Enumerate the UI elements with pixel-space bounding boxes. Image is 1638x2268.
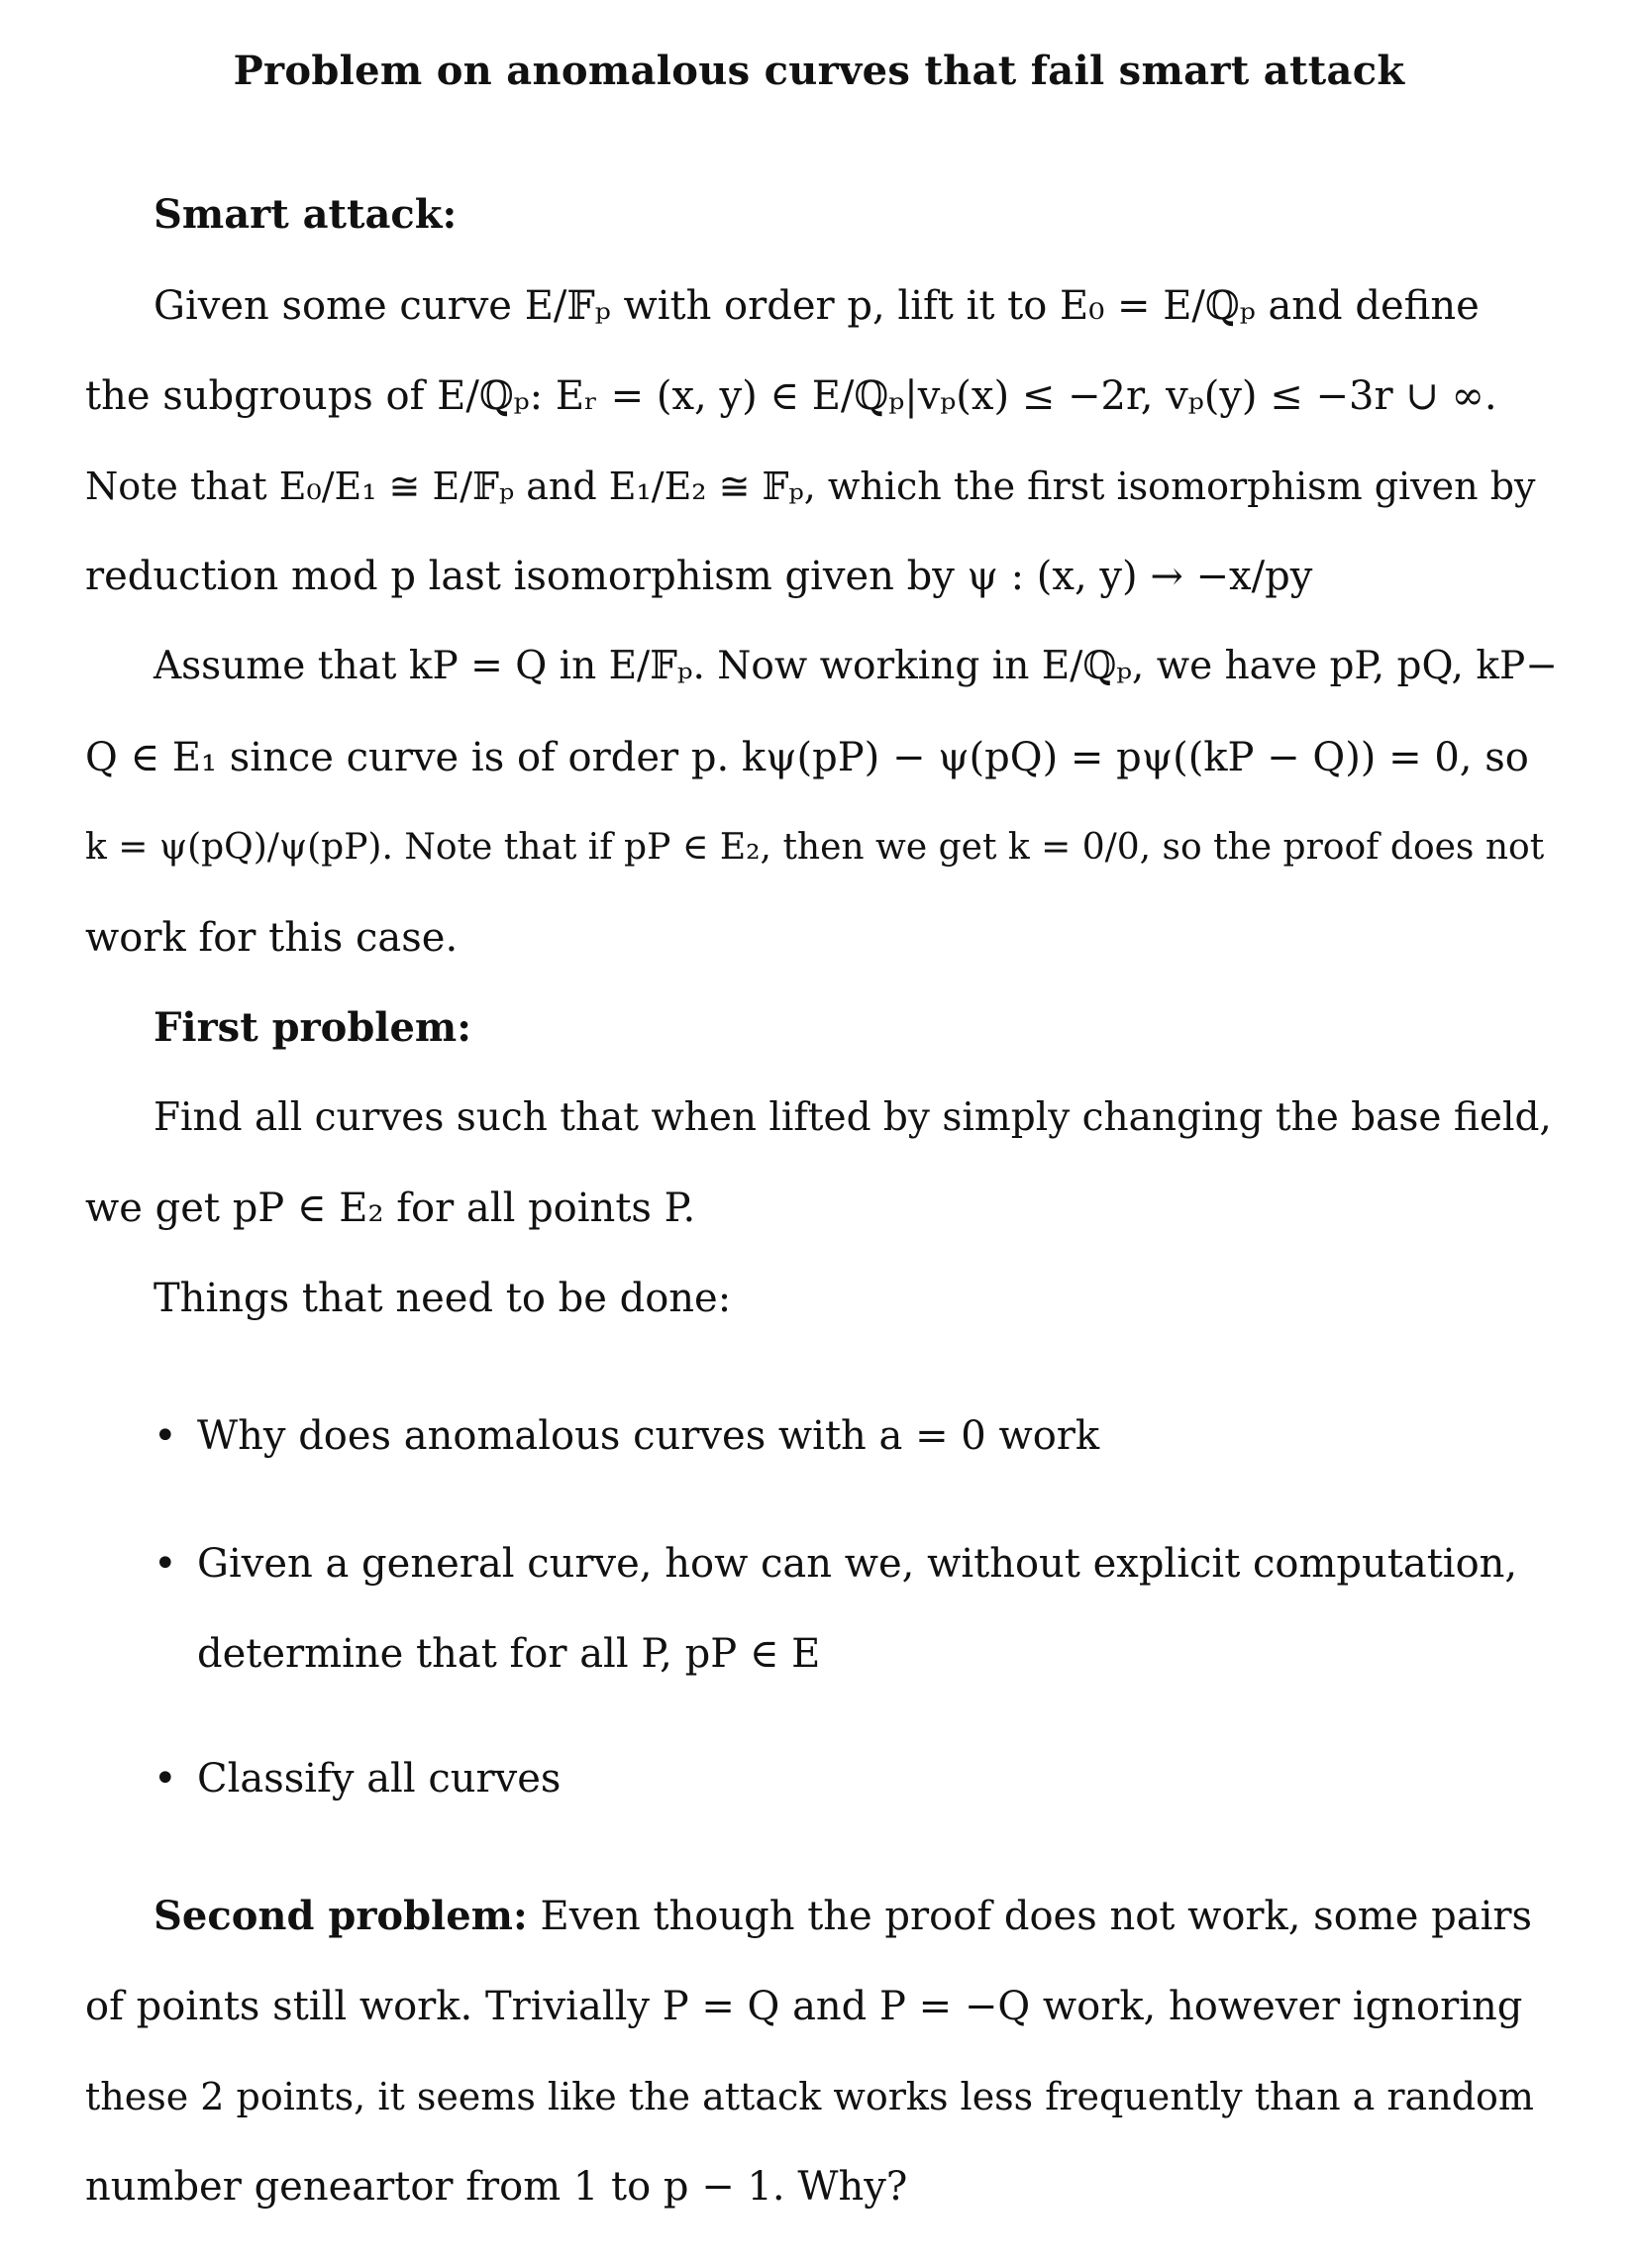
bullet-text: Classify all curves <box>197 1756 562 1802</box>
bullet-item <box>154 1411 1099 1461</box>
bullet-item <box>154 1754 561 1804</box>
smart-attack-line-3: Note that E₀/E₁ ≅ E/𝔽ₚ and E₁/E₂ ≅ 𝔽ₚ, which the first isomorphism given by <box>85 464 1536 508</box>
todo-intro: Things that need to be done: <box>154 1276 732 1321</box>
bullet-text-continued: determine that for all P, pP ∈ E <box>197 1631 821 1677</box>
bullet-dot-icon: • <box>154 1541 177 1587</box>
first-problem-line-2: we get pP ∈ E₂ for all points P. <box>85 1186 696 1231</box>
smart-attack-line-5: Assume that kP = Q in E/𝔽ₚ. Now working in E/ℚₚ, we have pP, pQ, kP− <box>154 644 1558 688</box>
bullet-item <box>154 1539 1517 1589</box>
smart-attack-line-8: work for this case. <box>85 915 459 961</box>
smart-attack-line-6: Q ∈ E₁ since curve is of order p. kψ(pP) − ψ(pQ) = pψ((kP − Q)) = 0, so <box>85 735 1529 780</box>
first-problem-line-1: Find all curves such that when lifted by simply changing the base field, <box>154 1095 1552 1140</box>
smart-attack-line-7: k = ψ(pQ)/ψ(pP). Note that if pP ∈ E₂, then we get k = 0/0, so the proof does not <box>85 827 1545 868</box>
smart-attack-heading: Smart attack: <box>154 191 458 238</box>
second-problem-line-3: these 2 points, it seems like the attack works less frequently than a random <box>85 2075 1534 2118</box>
second-problem-line-1 <box>154 1892 1532 1941</box>
second-problem-line-4: number geneartor from 1 to p − 1. Why? <box>85 2164 908 2210</box>
bullet-text: Given a general curve, how can we, without explicit computation, <box>197 1541 1518 1587</box>
bullet-dot-icon: • <box>154 1756 177 1802</box>
second-problem-text: Even though the proof does not work, some pairs <box>540 1894 1533 1939</box>
smart-attack-line-1: Given some curve E/𝔽ₚ with order p, lift it to E₀ = E/ℚₚ and define <box>154 283 1480 329</box>
first-problem-heading: First problem: <box>154 1004 472 1051</box>
second-problem-line-2: of points still work. Trivially P = Q and P = −Q work, however ignoring <box>85 1984 1523 2029</box>
smart-attack-line-4: reduction mod p last isomorphism given by ψ : (x, y) → −x/py <box>85 554 1313 599</box>
smart-attack-line-2: the subgroups of E/ℚₚ: Eᵣ = (x, y) ∈ E/ℚₚ|vₚ(x) ≤ −2r, vₚ(y) ≤ −3r ∪ ∞. <box>85 373 1497 419</box>
page-title: Problem on anomalous curves that fail smart attack <box>233 48 1405 94</box>
bullet-dot-icon: • <box>154 1413 177 1459</box>
bullet-text: Why does anomalous curves with a = 0 work <box>197 1413 1100 1459</box>
second-problem-heading: Second problem: <box>154 1893 528 1939</box>
